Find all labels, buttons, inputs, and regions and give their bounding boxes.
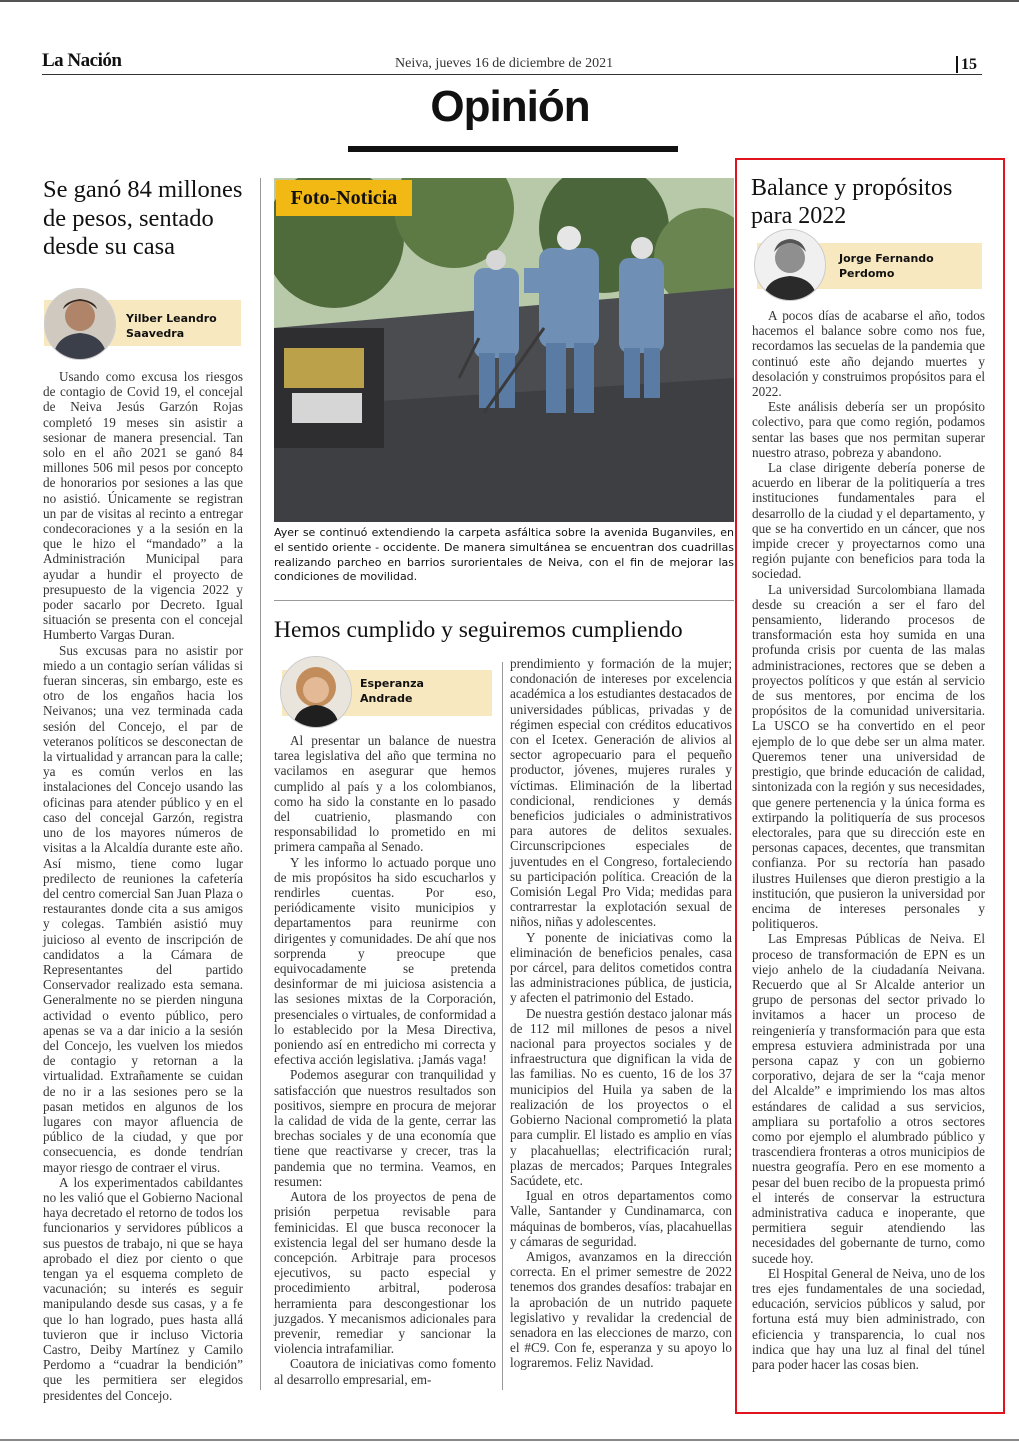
section-title: Opinión bbox=[430, 82, 590, 131]
photo-news-image bbox=[274, 178, 734, 522]
right-article-headline: Balance y propósitos para 2022 bbox=[751, 175, 953, 229]
page-number: 15 bbox=[956, 56, 977, 73]
left-article-body: Usando como excusa los riesgos de contagio de Covid 19, el concejal de Neiva Jesús Garzón Rojas completó 19 meses sin asistir a sesionar de manera presencial. Tan solo en el año 2021 se ganó 84 millones 506 mil pesos por concepto de honorarios por sesiones a las que no asistió. Únicamente se registran un par de visitas al recinto a entregar condecoraciones y a la sesión en la que le hizo el “mandado” a la Administración Municipal para ayudar a hundir el proyecto de presupuesto de la vigencia 2022 y poder sacarlo por Decreto. Igual situación se presenta con el concejal Humberto Vargas Duran. Sus excusas para no asistir por miedo a un contagio serían válidas si fueran sinceras, sin embargo, este es otro de los engaños hacia los Neivanos; una vez terminada cada sesión del Concejo, el par de veteranos políticos se desconectan de la virtualidad y arrancan para la calle; ya es común verlos en las instalaciones del Concejo usando las oficinas para atender público y en el caso del concejal Garzón, registra uno de los mayores números de visitas a la Alcaldía durante este año. Así mismo, tiene como lugar predilecto de reuniones la cafetería del centro comercial San Juan Plaza o restaurantes donde cita a sus amigos y colegas. También asistió muy juicioso al evento de inscripción de candidatos a la Cámara de Representantes del partido Conservador realizado esta semana. Generalmente no se pierden ninguna actividad o evento público, pero apenas se va a dar inicio a la sesión del Concejo, les vuelven los miedos de contagio y retornan a la virtualidad. Extrañamente se cuidan de no ir a las sesiones pero se la pasan metidos en algunos de los lugares con mayor afluencia de público de la ciudad, y que por consecuencia, es donde tendrían mayor riesgo de contraer el virus. A los experimentados cabildantes no les valió que el Gobierno Nacional haya decretado el retorno de todos los funcionarios y servidores públicos a sus puestos de trabajo, ni que se haya aprobado el diez por ciento o que tengan ya el esquema completo de vacunación; su interés es seguir manipulando desde sus casas, y a fe que lo han logrado, pues hasta allá tuvieron que ir incluso Victoria Castro, Deiby Martínez y Camilo Perdomo a “cuadrar la bendición” que les permitiera ser elegidos presidentes del Concejo. bbox=[43, 369, 243, 1403]
section-title-underline bbox=[348, 146, 678, 152]
left-article-headline: Se ganó 84 millones de pesos, sentado desde su casa bbox=[43, 176, 243, 260]
left-author-name: Yilber Leandro Saavedra bbox=[126, 312, 217, 340]
left-author-avatar bbox=[44, 288, 116, 360]
masthead-logo: La Nación bbox=[42, 50, 122, 71]
highlight-frame bbox=[735, 158, 1005, 1414]
center-top-rule bbox=[274, 600, 734, 601]
photo-news-caption: Ayer se continuó extendiendo la carpeta asfáltica sobre la avenida Buganviles, en el sentido oriente - occidente. De manera simultánea se encuentran dos cuadrillas realizando parcheo en barrios surorientales de Neiva, con el fin de mejorar las condiciones de movilidad. bbox=[274, 526, 734, 584]
center-article-body-col1: Al presentar un balance de nuestra tarea legislativa del año que termina no vacilamos en asegurar que hemos cumplido al país y a los colombianos, como ha sido la constante en lo pasado del cuatrienio, plasmando con responsabilidad lo prometido en mi primera campaña al Senado. Y les informo lo actuado porque uno de mis propósitos ha sido escucharlos y rendirles cuentas. Por eso, periódicamente visito municipios y departamentos para reunirme con dirigentes y comunidades. De ahí que nos sorprenda y preocupe que equivocadamente se pretenda desinformar de mi juiciosa asistencia a las sesiones mixtas de la Corporación, presenciales o virtuales, de conformidad a lo establecido por la Mesa Directiva, poniendo así en entredicho mi correcta y efectiva acción legislativa. ¡Jamás vaga! Podemos asegurar con tranquilidad y satisfacción que nuestros resultados son positivos, siempre en procura de mejorar la calidad de vida de la gente, cerrar las brechas sociales y de una economía que tiene que reactivarse y crecer, tras la pandemia que no termina. Veamos, en resumen: Autora de los proyectos de pena de prisión perpetua revisable para feminicidas. El que busca reconocer la existencia legal del ser humano desde la concepción. Arbitraje para procesos ejecutivos, su pacto especial y procedimiento arbitral, poderosa herramienta para descongestionar los juzgados. Y mecanismos adicionales para prevenir, remediar y sancionar la violencia intrafamiliar. Coautora de iniciativas como fomento al desarrollo empresarial, em- bbox=[274, 733, 496, 1387]
top-border bbox=[0, 0, 1019, 2]
photo-news-label: Foto-Noticia bbox=[276, 180, 412, 216]
center-author-avatar bbox=[280, 656, 352, 728]
issue-date: Neiva, jueves 16 de diciembre de 2021 bbox=[395, 56, 614, 71]
header-rule bbox=[42, 74, 982, 75]
bottom-border bbox=[0, 1439, 1019, 1441]
column-divider bbox=[260, 178, 261, 1390]
right-article-body: A pocos días de acabarse el año, todos hacemos el balance sobre como nos fue, recordamos las secuelas de la pandemia que continuó este año dejando muertes y desolación y construimos propósitos para el 2022. Este análisis debería ser un propósito colectivo, para que como región, podamos sentar las bases que nos permitan superar nuestro atraso, pobreza y abandono. La clase dirigente debería ponerse de acuerdo en liberar de la politiquería a tres instituciones fundamentales para el desarrollo de la ciudad y el departamento, y que se ha convertido en un cáncer, que nos impide crecer y proyectarnos como una región pujante con beneficios para toda la sociedad. La universidad Surcolombiana llamada desde su creación a ser el faro del pensamiento, liderando procesos de transformación esta hoy sumida en una profunda crisis por cuenta de las malas administraciones, rectores que se deben a proyectos políticos y que están al servicio de sus mentores, por encima de los propósitos de la comunidad universitaria. La USCO se ha convertido en el peor ejemplo de lo que debe ser un alma mater. Queremos tener una universidad de prestigio, que brinde educación de calidad, sintonizada con la región y sus necesidades, que genere pertenencia y la única forma es extirpando la politiquería de sus procesos electorales, para que su dirección este en personas capaces, decentes, que transmitan confianza. Por su rectoría han pasado ilustres Huilenses que dieron prestigio a la institución, que pusieron la universidad por encima de intereses personales y politiqueros. Las Empresas Públicas de Neiva. El proceso de transformación de EPN es un viejo anhelo de la ciudadanía Neivana. Recuerdo que al Sr Alcalde anterior un grupo de personas del sector privado lo invitamos a hacer un proceso de reingeniería y transformación para que esta empresa estuviera administrada por una persona capaz y con un gobierno corporativo, dejara de ser la “caja menor del Alcalde” e imprimiendo los mas altos estándares de calidad a sus servicios, ampliara su portafolio a otros sectores como por ejemplo el alumbrado público y trascendiera fronteras a otros municipios de nuestra geografía. Pero en ese momento a pesar del buen recibo de la propuesta primó el interés de conservar la estructura administrativa caduca e inoperante, que permitiera seguir atendiendo las necesidades del gobernante de turno, como sucede hoy. El Hospital General de Neiva, uno de los tres ejes fundamentales de una sociedad, educación, servicios públicos y salud, por fortuna está muy bien administrado, con eficiencia y transparencia, lo cual nos indica que hay una luz al final del túnel para poder hacer las cosas bien. bbox=[752, 308, 985, 1373]
center-article-headline: Hemos cumplido y seguiremos cumpliendo bbox=[274, 617, 683, 643]
center-article-body-col2: prendimiento y formación de la mujer; condonación de intereses por excelencia académica a los estudiantes destacados de universidades públicas, privadas y de régimen especial con créditos educativos con el Icetex. Generación de alivios al sector agropecuario para el pequeño productor, jóvenes, mujeres rurales y víctimas. Eliminación de la libertad condicional, rendiciones y demás beneficios judiciales o administrativos para autores de delitos sexuales. Circunscripciones especiales de juventudes en el Congreso, fortaleciendo su participación política. Creación de la Comisión Legal Pro Vida; medidas para contrarrestar la explotación sexual de niños, niñas y adolescentes. Y ponente de iniciativas como la eliminación de beneficios penales, casa por cárcel, para delitos cometidos contra las administraciones pública, de justicia, y afecten el patrimonio del Estado. De nuestra gestión destaco jalonar más de 112 mil millones de pesos a nivel nacional para proyectos sociales y de infraestructura que dignifican la vida de las familias. No es cuento, 16 de los 37 municipios del Huila ya saben de la realización de los proyectos o el Gobierno Nacional comprometió la plata para cumplir. El listado es amplio en vías y placahuellas; electrificación rural; plazas de mercados; Parques Integrales Sacúdete, etc. Igual en otros departamentos como Valle, Santander y Cundinamarca, con máquinas de bomberos, vías, placahuellas y cámaras de seguridad. Amigos, avanzamos en la dirección correcta. En el primer semestre de 2022 tenemos dos grandes desafíos: trabajar en la aprobación de un nutrido paquete legislativo y revalidar la credencial de senadora en las elecciones de marzo, con el #C9. Con fe, esperanza y su apoyo lo lograremos. Feliz Navidad. bbox=[510, 656, 732, 1371]
right-author-name: Jorge Fernando Perdomo bbox=[839, 252, 934, 280]
column-divider bbox=[502, 662, 503, 1390]
center-author-name: Esperanza Andrade bbox=[360, 677, 424, 705]
